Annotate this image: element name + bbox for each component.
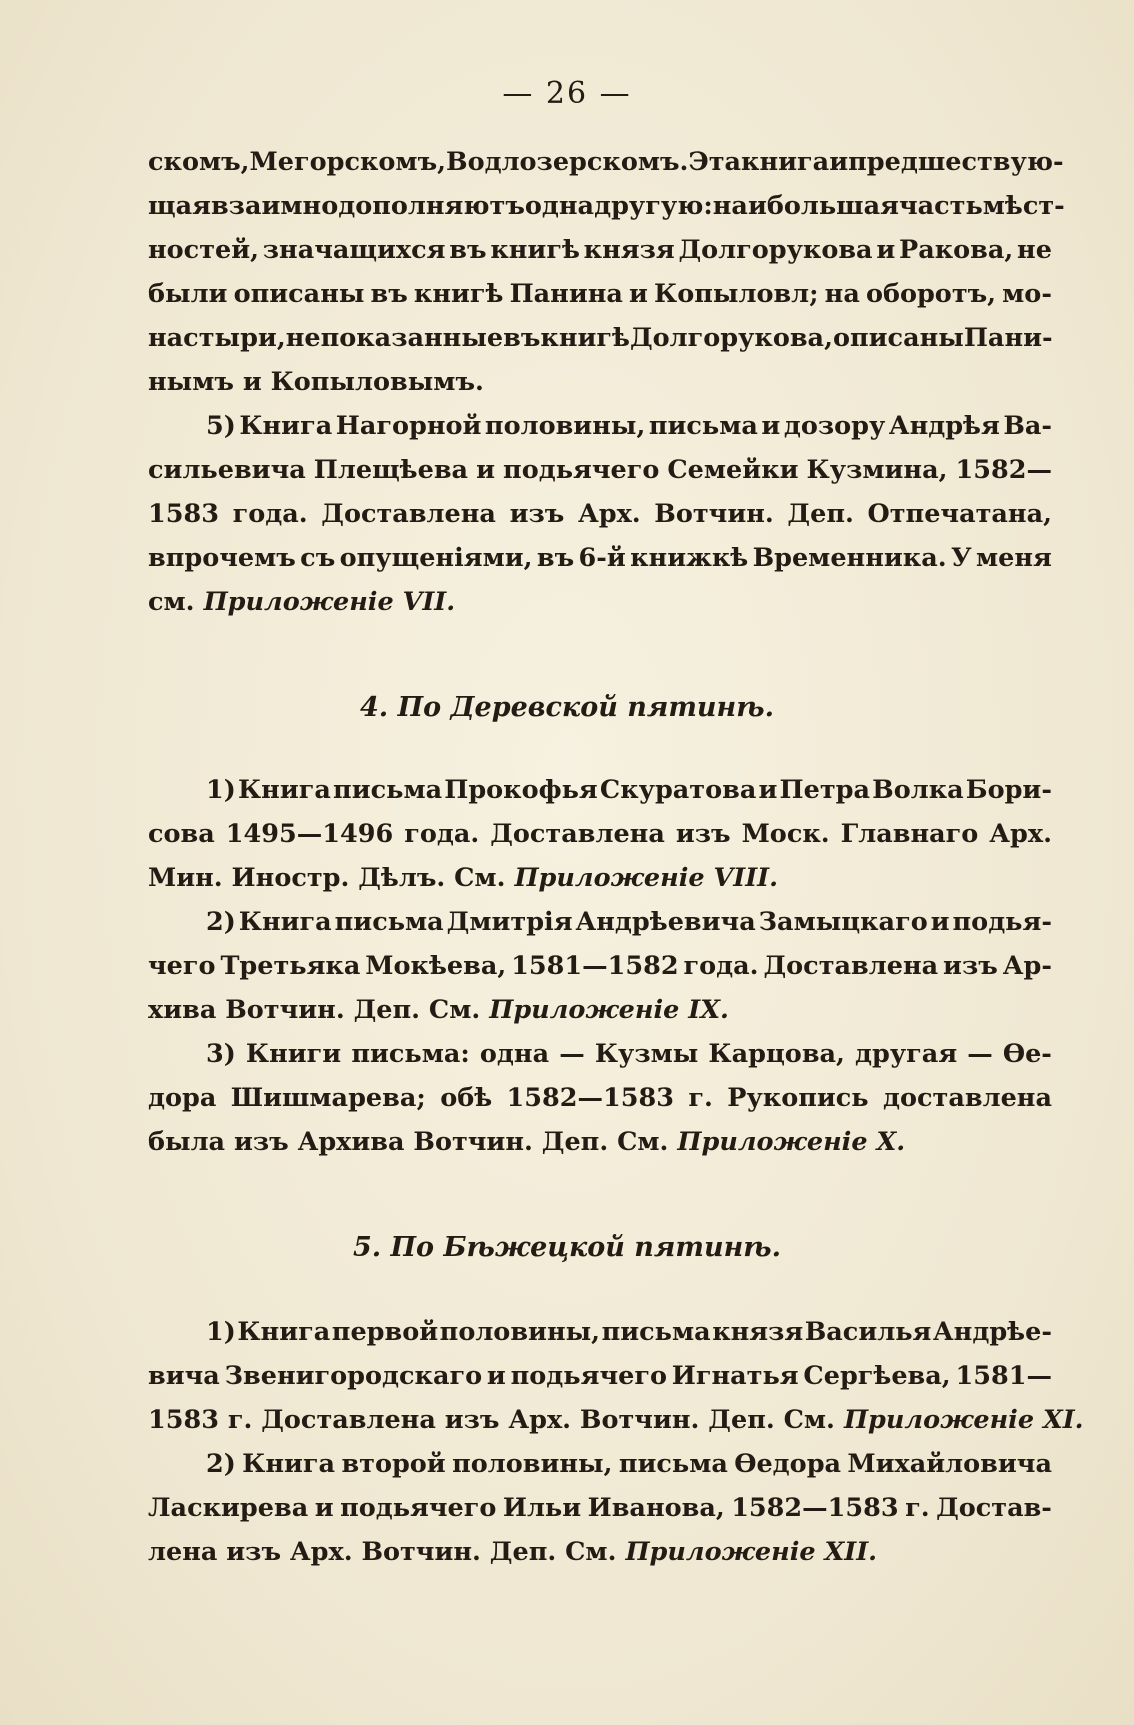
word: князя <box>583 235 675 265</box>
text-block-2 <box>148 768 1052 1164</box>
word: Книга <box>239 411 333 441</box>
word: Кузмы <box>594 1039 699 1069</box>
word: Игнатья <box>671 1361 799 1391</box>
word: г. <box>905 1493 930 1523</box>
word: сильевича <box>148 455 306 485</box>
word: Долгорукова, <box>629 323 833 353</box>
text-block-1 <box>148 140 1065 624</box>
word: другая <box>855 1039 958 1069</box>
word: показанные <box>320 323 504 353</box>
word: щая <box>148 191 211 221</box>
word: Ѳедора <box>734 1449 842 1479</box>
word: изъ <box>509 499 565 529</box>
word: наибольшая <box>712 191 899 221</box>
word: описаны <box>832 323 964 353</box>
word: второй <box>341 1449 446 1479</box>
word: книга <box>741 147 830 177</box>
word: дора <box>148 1083 217 1113</box>
word: Ва- <box>1003 411 1052 441</box>
word: 2) <box>206 1449 236 1479</box>
word: въ <box>370 279 408 309</box>
word: Мегорскомъ, <box>249 147 447 177</box>
word: Доставлена <box>490 819 665 849</box>
text-line <box>148 1442 1052 1486</box>
word: дополняютъ <box>338 191 525 221</box>
word: книгѣ <box>413 279 504 309</box>
word: описаны <box>233 279 365 309</box>
text-line: хива Вотчин. Деп. См. Приложеніе IX. <box>148 988 1052 1032</box>
text-line <box>148 1486 1052 1530</box>
text-line <box>148 448 1052 492</box>
word: первой <box>331 1317 439 1347</box>
text-line <box>148 404 1052 448</box>
word: 3) <box>206 1039 236 1069</box>
word: Ильи <box>502 1493 582 1523</box>
word: мо- <box>1002 279 1052 309</box>
text-line <box>148 1032 1052 1076</box>
text-line <box>148 900 1052 944</box>
word: Ар- <box>1002 951 1052 981</box>
word: половины, <box>452 1449 613 1479</box>
word: Карцова, <box>708 1039 845 1069</box>
word: 5) <box>206 411 236 441</box>
word: Доставлена <box>321 499 496 529</box>
word: и <box>314 1493 334 1523</box>
text-line <box>148 140 1064 184</box>
word: были <box>148 279 228 309</box>
word: книгѣ <box>490 235 580 265</box>
word: на <box>824 279 860 309</box>
word: 1583 <box>148 499 219 529</box>
word: Шишмарева; <box>230 1083 426 1113</box>
word: Книга <box>242 1449 336 1479</box>
word: 6-й <box>578 543 626 573</box>
word: Доставлена <box>763 951 939 981</box>
word: вича <box>148 1361 220 1391</box>
word: Плещѣева <box>313 455 469 485</box>
word: часть <box>898 191 983 221</box>
word: и <box>758 775 778 805</box>
word: въ <box>449 235 487 265</box>
word: Звенигородскаго <box>224 1361 483 1391</box>
word: изъ <box>675 819 731 849</box>
word: въ <box>536 543 575 573</box>
word: Достав- <box>936 1493 1052 1523</box>
text-line <box>148 768 1052 812</box>
word: письма <box>648 411 758 441</box>
text-line <box>148 184 1065 228</box>
word: и <box>930 907 950 937</box>
word: изъ <box>943 951 998 981</box>
section-heading: 4. По Деревской пятинѣ. <box>360 692 774 723</box>
word: книгѣ <box>540 323 630 353</box>
appendix-reference: Приложеніе XI. <box>843 1405 1084 1435</box>
text-line <box>148 316 1052 360</box>
word: года. <box>683 951 759 981</box>
word: Книга <box>237 1317 331 1347</box>
word: Прокофья <box>444 775 598 805</box>
word: Ласкирева <box>148 1493 309 1523</box>
word: года. <box>232 499 308 529</box>
word: 1582—1583 <box>506 1083 674 1113</box>
word: У <box>950 543 972 573</box>
word: письма: <box>351 1039 470 1069</box>
word: Михайловича <box>847 1449 1052 1479</box>
text-line: см. Приложеніе VII. <box>148 580 1052 624</box>
word: съ <box>300 543 336 573</box>
word: опущеніями, <box>339 543 533 573</box>
appendix-reference: Приложеніе XII. <box>625 1537 878 1567</box>
word: ностей, <box>148 235 260 265</box>
word: Ѳе- <box>1002 1039 1052 1069</box>
word: Арх. <box>989 819 1052 849</box>
word: письма <box>618 1449 728 1479</box>
word: Василья <box>804 1317 932 1347</box>
word: Ракова, <box>899 235 1014 265</box>
word: Волка <box>872 775 964 805</box>
word: Андрѣя <box>888 411 1000 441</box>
word: подьячего <box>503 455 660 485</box>
word: Долгорукова <box>678 235 873 265</box>
word: другую: <box>594 191 713 221</box>
text-line: лена изъ Арх. Вотчин. Деп. См. Приложеніе XII. <box>148 1530 1052 1574</box>
word: книжкѣ <box>630 543 749 573</box>
word: Нагорной <box>335 411 482 441</box>
word: 1582—1583 <box>731 1493 899 1523</box>
word: дозору <box>783 411 886 441</box>
word: Мокѣева, <box>365 951 507 981</box>
word: письма <box>334 907 444 937</box>
word: настыри, <box>148 323 286 353</box>
text-line: Мин. Иностр. Дѣлъ. См. Приложеніе VIII. <box>148 856 1052 900</box>
word: Водлозерскомъ. <box>446 147 689 177</box>
word: Кузмина, <box>806 455 948 485</box>
word: письма <box>601 1317 711 1347</box>
text-line: нымъ и Копыловымъ. <box>148 367 484 397</box>
word: мѣст- <box>982 191 1065 221</box>
word: и <box>761 411 781 441</box>
appendix-reference: Приложеніе VII. <box>203 587 456 617</box>
word: Бори- <box>965 775 1052 805</box>
text-line <box>148 944 1052 988</box>
word: Дмитрія <box>446 907 573 937</box>
word: князя <box>712 1317 804 1347</box>
word: Копыловл; <box>654 279 819 309</box>
word: одна <box>479 1039 550 1069</box>
word: Пани- <box>963 323 1053 353</box>
word: и <box>476 455 496 485</box>
word: Петра <box>779 775 871 805</box>
word: подья- <box>952 907 1052 937</box>
word: половины, <box>484 411 646 441</box>
word: и <box>629 279 648 309</box>
word: 1582— <box>955 455 1052 485</box>
word: Семейки <box>667 455 799 485</box>
word: 1581— <box>955 1361 1052 1391</box>
word: не <box>1017 235 1052 265</box>
word: половины, <box>439 1317 601 1347</box>
word: Вотчин. <box>654 499 774 529</box>
word: Третьяка <box>220 951 361 981</box>
appendix-reference: Приложеніе IX. <box>489 995 729 1025</box>
word: 1) <box>206 1317 236 1347</box>
text-line <box>148 492 1052 536</box>
word: 1) <box>206 775 236 805</box>
word: и <box>829 147 849 177</box>
word: г. <box>688 1083 713 1113</box>
word: Книги <box>245 1039 342 1069</box>
word: Моск. <box>741 819 830 849</box>
word: Андрѣе- <box>932 1317 1052 1347</box>
text-line <box>148 1310 1052 1354</box>
word: предшествую- <box>848 147 1064 177</box>
word: — <box>967 1039 993 1069</box>
text-line <box>148 1076 1052 1120</box>
word: — <box>559 1039 585 1069</box>
word: обѣ <box>440 1083 493 1113</box>
word: впрочемъ <box>148 543 296 573</box>
word: сова <box>148 819 215 849</box>
word: 1495—1496 <box>225 819 394 849</box>
word: Скуратова <box>599 775 757 805</box>
word: Панина <box>509 279 623 309</box>
word: Временника. <box>752 543 947 573</box>
appendix-reference: Приложеніе VIII. <box>514 863 778 893</box>
word: 2) <box>206 907 236 937</box>
word: не <box>285 323 321 353</box>
word: въ <box>503 323 541 353</box>
word: скомъ, <box>148 147 250 177</box>
page-number: — 26 — <box>502 76 632 111</box>
word: года. <box>404 819 480 849</box>
word: взаимно <box>210 191 339 221</box>
word: и <box>876 235 896 265</box>
text-line <box>148 228 1052 272</box>
appendix-reference: Приложеніе X. <box>677 1127 906 1157</box>
text-line <box>148 536 1052 580</box>
word: Иванова, <box>587 1493 725 1523</box>
text-block-3 <box>148 1310 1084 1574</box>
word: Рукопись <box>727 1083 869 1113</box>
word: доставлена <box>883 1083 1052 1113</box>
word: подьячего <box>510 1361 667 1391</box>
word: Книга <box>237 775 331 805</box>
word: подьячего <box>340 1493 497 1523</box>
text-line <box>148 812 1052 856</box>
word: Эта <box>688 147 742 177</box>
text-line: 1583 г. Доставлена изъ Арх. Вотчин. Деп. См. Приложеніе XI. <box>148 1398 1052 1442</box>
word: меня <box>976 543 1052 573</box>
word: Книга <box>238 907 332 937</box>
word: чего <box>148 951 216 981</box>
text-line <box>148 1354 1052 1398</box>
text-line <box>148 272 1052 316</box>
word: одна <box>524 191 595 221</box>
text-line: была изъ Архива Вотчин. Деп. См. Приложеніе X. <box>148 1120 1052 1164</box>
word: 1581—1582 <box>511 951 679 981</box>
word: Главнаго <box>840 819 979 849</box>
word: Арх. <box>577 499 641 529</box>
word: Отпечатана, <box>867 499 1052 529</box>
word: оборотъ, <box>865 279 997 309</box>
word: Андрѣевича <box>575 907 756 937</box>
word: Замыцкаго <box>758 907 928 937</box>
section-heading: 5. По Бѣжецкой пятинѣ. <box>352 1232 782 1263</box>
word: Сергѣева, <box>803 1361 951 1391</box>
word: и <box>486 1361 506 1391</box>
word: Деп. <box>787 499 854 529</box>
word: письма <box>333 775 443 805</box>
word: значащихся <box>262 235 446 265</box>
